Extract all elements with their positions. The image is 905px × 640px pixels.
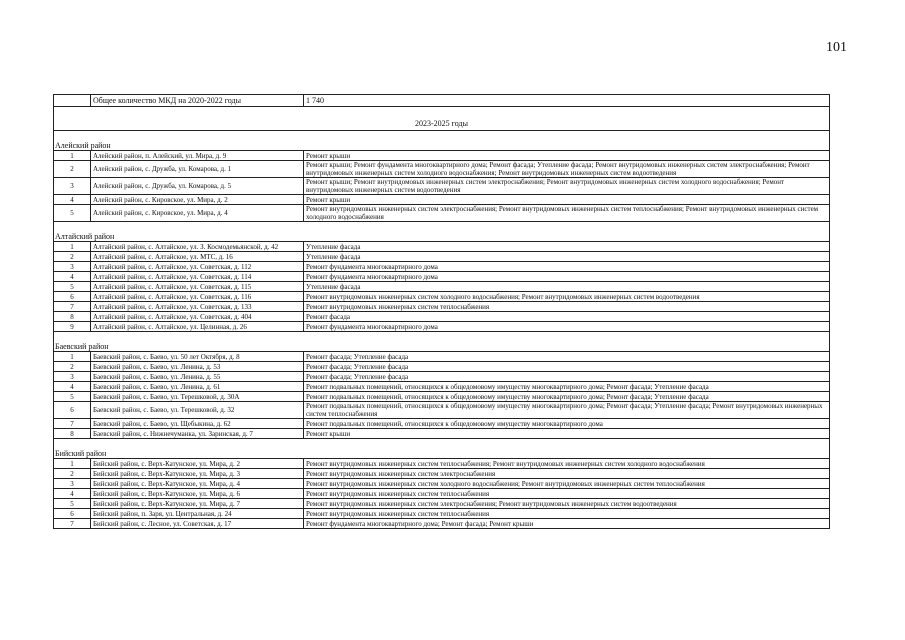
row-number: 6 [54, 402, 91, 419]
table-row [54, 469, 830, 479]
row-works: Ремонт внутридомовых инженерных систем холодного водоснабжения; Ремонт внутридомовых инженерных систем водоотведения [304, 292, 830, 302]
row-number: 2 [54, 161, 91, 178]
summary-row [54, 95, 830, 107]
row-address: Бийский район, с. Верх-Катунское, ул. Мира, д. 7 [91, 499, 304, 509]
row-address: Бийский район, с. Верх-Катунское, ул. Мира, д. 6 [91, 489, 304, 499]
district-name: Алейский район [54, 141, 830, 151]
table-row [54, 402, 830, 419]
row-works: Ремонт внутридомовых инженерных систем теплоснабжения [304, 489, 830, 499]
row-address: Баевский район, с. Баево, ул. 50 лет Октября, д. 8 [91, 352, 304, 362]
row-number: 7 [54, 419, 91, 429]
row-address: Алтайский район, с. Алтайское, ул. Советская, д. 116 [91, 292, 304, 302]
district-name: Баевский район [54, 342, 830, 352]
row-works: Ремонт подвальных помещений, относящихся к общедомовому имуществу многоквартирного дома; Ремонт фасада; Утепление фасада [304, 382, 830, 392]
summary-label: Общее количество МКД на 2020-2022 годы [91, 95, 304, 107]
period-title: 2023-2025 годы [54, 107, 830, 131]
scan-artifact [20, 628, 42, 632]
row-address: Алейский район, с. Дружба, ул. Комарова, д. 1 [91, 161, 304, 178]
table-row [54, 242, 830, 252]
table-row [54, 372, 830, 382]
table-row [54, 509, 830, 519]
row-number: 3 [54, 178, 91, 195]
row-address: Баевский район, с. Баево, ул. Терешковой, д. 32 [91, 402, 304, 419]
row-works: Ремонт фундамента многоквартирного дома [304, 272, 830, 282]
table-row [54, 362, 830, 372]
table-row [54, 489, 830, 499]
row-works: Ремонт подвальных помещений, относящихся к общедомовому имуществу многоквартирного дома; Ремонт фасада; Утепление фасада [304, 392, 830, 402]
row-works: Ремонт внутридомовых инженерных систем электроснабжения [304, 469, 830, 479]
period-row [54, 107, 830, 131]
row-address: Бийский район, п. Заря, ул. Центральная, д. 24 [91, 509, 304, 519]
district-header [54, 141, 830, 151]
row-number: 5 [54, 392, 91, 402]
row-works: Ремонт фундамента многоквартирного дома; Ремонт фасада; Ремонт крыши [304, 519, 830, 529]
row-number: 8 [54, 312, 91, 322]
row-number: 6 [54, 509, 91, 519]
table-row [54, 262, 830, 272]
row-address: Баевский район, с. Баево, ул. Ленина, д. 53 [91, 362, 304, 372]
district-header [54, 449, 830, 459]
district-header [54, 232, 830, 242]
district-gap [54, 439, 830, 450]
row-works: Ремонт подвальных помещений, относящихся к общедомовому имуществу многоквартирного дома [304, 419, 830, 429]
row-number: 8 [54, 429, 91, 439]
district-gap [54, 332, 830, 343]
row-number: 4 [54, 272, 91, 282]
summary-value: 1 740 [304, 95, 830, 107]
table-row [54, 499, 830, 509]
table-row [54, 302, 830, 312]
table-row [54, 392, 830, 402]
row-number: 1 [54, 459, 91, 469]
table-row [54, 205, 830, 222]
table-row [54, 282, 830, 292]
row-works: Утепление фасада [304, 242, 830, 252]
row-works: Ремонт фасада; Утепление фасада [304, 362, 830, 372]
row-works: Утепление фасада [304, 282, 830, 292]
row-number: 5 [54, 499, 91, 509]
row-works: Ремонт крыши; Ремонт фундамента многоквартирного дома; Ремонт фасада; Утепление фасада; Ремонт внутридомовых инженерных систем электроснабжения; Ремонт внутридомовых инженерных систем холодного водоснабжения; Ремонт внутридомовых инженерных систем водоотведения [304, 161, 830, 178]
row-address: Бийский район, с. Лесное, ул. Советская, д. 17 [91, 519, 304, 529]
table-row [54, 322, 830, 332]
table-row [54, 382, 830, 392]
table-row [54, 252, 830, 262]
row-address: Баевский район, с. Баево, ул. Щебыкина, д. 62 [91, 419, 304, 429]
table-row [54, 161, 830, 178]
row-number: 2 [54, 362, 91, 372]
row-address: Бийский район, с. Верх-Катунское, ул. Мира, д. 4 [91, 479, 304, 489]
row-number: 2 [54, 469, 91, 479]
table-row [54, 459, 830, 469]
row-address: Баевский район, с. Нижнечуманка, ул. Заринская, д. 7 [91, 429, 304, 439]
row-number: 9 [54, 322, 91, 332]
row-address: Алтайский район, с. Алтайское, ул. МТС, д. 16 [91, 252, 304, 262]
table-row [54, 352, 830, 362]
row-works: Ремонт крыши [304, 151, 830, 161]
table-row [54, 292, 830, 302]
row-address: Баевский район, с. Баево, ул. Ленина, д. 55 [91, 372, 304, 382]
row-address: Алтайский район, с. Алтайское, ул. З. Космодемьянской, д. 42 [91, 242, 304, 252]
row-works: Ремонт фасада; Утепление фасада [304, 352, 830, 362]
row-address: Бийский район, с. Верх-Катунское, ул. Мира, д. 3 [91, 469, 304, 479]
row-number: 7 [54, 302, 91, 312]
row-works: Ремонт внутридомовых инженерных систем теплоснабжения [304, 302, 830, 312]
row-address: Бийский район, с. Верх-Катунское, ул. Мира, д. 2 [91, 459, 304, 469]
row-number: 1 [54, 242, 91, 252]
row-works: Ремонт крыши [304, 195, 830, 205]
row-address: Алтайский район, с. Алтайское, ул. Советская, д. 115 [91, 282, 304, 292]
district-gap [54, 222, 830, 233]
table-row [54, 312, 830, 322]
row-works: Ремонт внутридомовых инженерных систем теплоснабжения; Ремонт внутридомовых инженерных систем холодного водоснабжения [304, 459, 830, 469]
table-row [54, 151, 830, 161]
row-works: Ремонт внутридомовых инженерных систем теплоснабжения [304, 509, 830, 519]
row-address: Алтайский район, с. Алтайское, ул. Советская, д. 404 [91, 312, 304, 322]
row-number: 1 [54, 151, 91, 161]
table-row [54, 195, 830, 205]
row-number: 6 [54, 292, 91, 302]
capital-repair-table [53, 94, 830, 529]
row-number: 5 [54, 205, 91, 222]
table-row [54, 272, 830, 282]
table-row [54, 419, 830, 429]
row-number: 2 [54, 252, 91, 262]
row-address: Алейский район, с. Дружба, ул. Комарова, д. 5 [91, 178, 304, 195]
row-address: Алтайский район, с. Алтайское, ул. Советская, д. 112 [91, 262, 304, 272]
row-works: Ремонт фасада; Утепление фасада [304, 372, 830, 382]
row-number: 4 [54, 382, 91, 392]
row-works: Ремонт фасада [304, 312, 830, 322]
row-works: Ремонт внутридомовых инженерных систем электроснабжения; Ремонт внутридомовых инженерных систем теплоснабжения; Ремонт внутридомовых инженерных систем холодного водоснабжения [304, 205, 830, 222]
row-address: Алейский район, с. Кировское, ул. Мира, д. 4 [91, 205, 304, 222]
district-gap [54, 131, 830, 142]
row-works: Ремонт внутридомовых инженерных систем электроснабжения; Ремонт внутридомовых инженерных систем водоотведения [304, 499, 830, 509]
row-address: Алтайский район, с. Алтайское, ул. Целинная, д. 26 [91, 322, 304, 332]
table-row [54, 479, 830, 489]
row-works: Ремонт внутридомовых инженерных систем холодного водоснабжения; Ремонт внутридомовых инженерных систем теплоснабжения [304, 479, 830, 489]
row-works: Ремонт фундамента многоквартирного дома [304, 322, 830, 332]
district-header [54, 342, 830, 352]
row-number: 1 [54, 352, 91, 362]
row-number: 5 [54, 282, 91, 292]
row-works: Ремонт подвальных помещений, относящихся к общедомовому имуществу многоквартирного дома; Ремонт фасада; Утепление фасада; Ремонт внутридомовых инженерных систем теплоснабжения [304, 402, 830, 419]
district-name: Бийский район [54, 449, 830, 459]
row-works: Ремонт фундамента многоквартирного дома [304, 262, 830, 272]
row-number: 4 [54, 489, 91, 499]
table-row [54, 519, 830, 529]
table-row [54, 178, 830, 195]
row-number: 7 [54, 519, 91, 529]
row-address: Баевский район, с. Баево, ул. Ленина, д. 61 [91, 382, 304, 392]
row-works: Утепление фасада [304, 252, 830, 262]
row-number: 3 [54, 372, 91, 382]
row-address: Алейский район, п. Алейский, ул. Мира, д. 9 [91, 151, 304, 161]
row-number: 3 [54, 262, 91, 272]
row-works: Ремонт крыши [304, 429, 830, 439]
row-works: Ремонт крыши; Ремонт внутридомовых инженерных систем электроснабжения; Ремонт внутридомовых инженерных систем холодного водоснабжения; Ремонт внутридомовых инженерных систем водоотведения [304, 178, 830, 195]
page-number: 101 [826, 40, 847, 55]
district-name: Алтайский район [54, 232, 830, 242]
row-number: 4 [54, 195, 91, 205]
row-address: Алтайский район, с. Алтайское, ул. Советская, д. 114 [91, 272, 304, 282]
row-address: Баевский район, с. Баево, ул. Терешковой, д. 30А [91, 392, 304, 402]
row-address: Алтайский район, с. Алтайское, ул. Советская, д. 133 [91, 302, 304, 312]
table-row [54, 429, 830, 439]
row-address: Алейский район, с. Кировское, ул. Мира, д. 2 [91, 195, 304, 205]
row-number: 3 [54, 479, 91, 489]
